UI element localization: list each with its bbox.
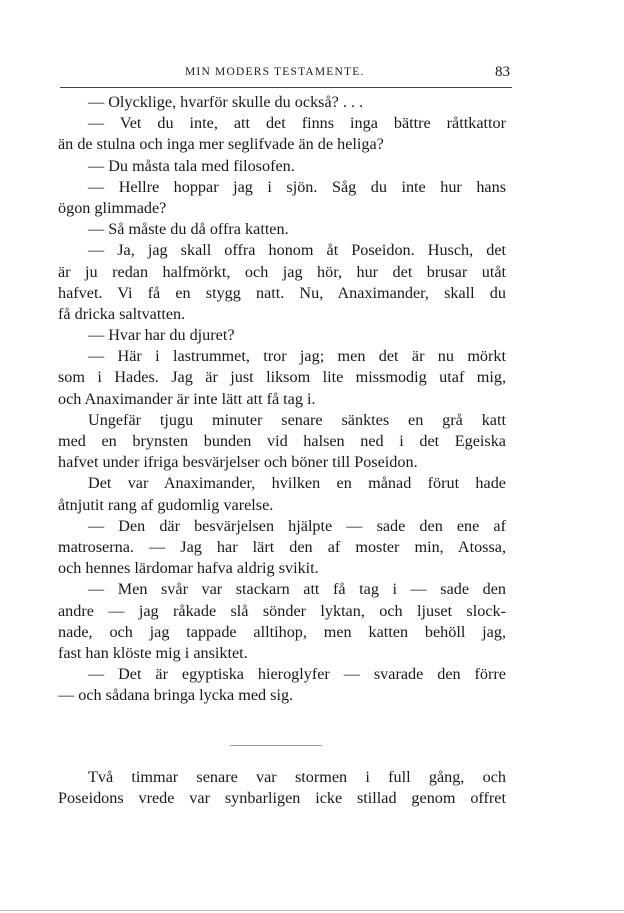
text-line: hafvet under ifriga besvärjelser och böner till Poseidon. xyxy=(58,453,418,472)
text-line: fast han klöste mig i ansiktet. xyxy=(58,643,248,662)
text-line: — Olycklige, hvarför skulle du också? . . . xyxy=(88,93,364,111)
text-line: Poseidons vrede var synbarligen icke stillad genom offret xyxy=(58,789,506,808)
running-title: MIN MODERS TESTAMENTE. xyxy=(185,66,365,78)
text-line: — och sådana bringa lycka med sig. xyxy=(58,686,294,705)
text-line: — Men svår var stackarn att få tag i — sade den xyxy=(88,580,506,599)
text-line: — Det är egyptiska hieroglyfer — svarade den förre xyxy=(88,665,506,684)
text-line: — Ja, jag skall offra honom åt Poseidon. Husch, det xyxy=(88,241,506,260)
text-line: Två timmar senare var stormen i full gång, och xyxy=(88,768,506,786)
text-line: Ungefär tjugu minuter senare sänktes en grå katt xyxy=(88,410,506,429)
text-line: — Här i lastrummet, tror jag; men det är nu mörkt xyxy=(88,347,506,366)
text-line: åtnjutit rang af gudomlig varelse. xyxy=(58,495,274,514)
body-text xyxy=(58,92,506,706)
text-line: och hennes lärdomar hafva aldrig svikit. xyxy=(58,559,319,578)
text-line: nade, och jag tappade alltihop, men katten behöll jag, xyxy=(58,622,506,641)
text-line: matroserna. — Jag har lärt den af moster min, Atossa, xyxy=(58,537,506,556)
body-text-continued xyxy=(58,767,506,809)
text-line: andre — jag råkade slå sönder lyktan, och ljuset slock- xyxy=(58,601,506,620)
text-line: — Du måsta tala med filosofen. xyxy=(88,156,295,175)
text-line: som i Hades. Jag är just liksom lite missmodig utaf mig, xyxy=(58,368,506,387)
text-line: Det var Anaximander, hvilken en månad förut hade xyxy=(88,474,506,493)
section-break-rule xyxy=(230,745,322,746)
text-line: — Så måste du då offra katten. xyxy=(88,220,289,239)
text-line: få dricka saltvatten. xyxy=(58,304,186,323)
text-line: än de stulna och inga mer seglifvade än de heliga? xyxy=(58,135,384,154)
text-line: — Hvar har du djuret? xyxy=(88,326,235,345)
text-line: — Den där besvärjelsen hjälpte — sade den ene af xyxy=(88,516,506,535)
page-number: 83 xyxy=(495,64,510,80)
text-line: är ju redan halfmörkt, och jag hör, hur det brusar utåt xyxy=(58,262,506,281)
page-bottom-edge xyxy=(0,910,624,911)
text-line: och Anaximander är inte lätt att få tag i. xyxy=(58,389,316,408)
text-line: — Vet du inte, att det finns inga bättre råttkattor xyxy=(88,114,506,133)
text-line: hafvet. Vi få en stygg natt. Nu, Anaximander, skall du xyxy=(58,283,506,302)
header-rule xyxy=(60,87,512,88)
text-line: med en brynsten bunden vid halsen ned i det Egeiska xyxy=(58,432,506,450)
text-line: — Hellre hoppar jag i sjön. Såg du inte hur hans xyxy=(88,177,506,196)
text-line: ögon glimmade? xyxy=(58,198,167,217)
running-head xyxy=(60,64,510,84)
